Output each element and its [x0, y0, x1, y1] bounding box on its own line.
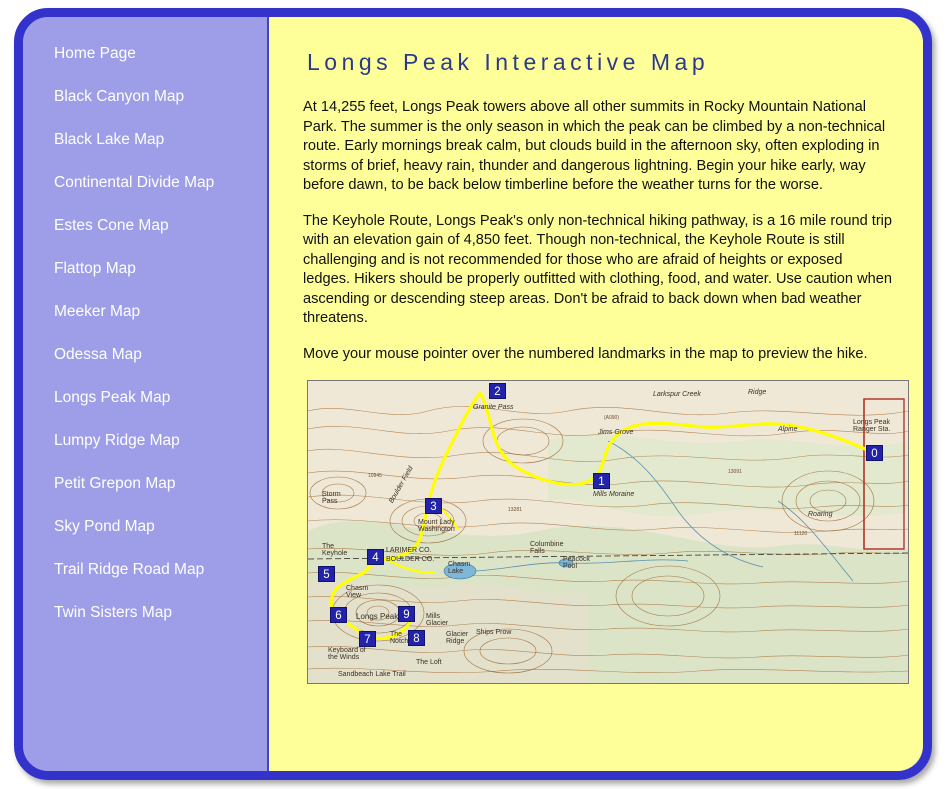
svg-text:(A090): (A090)	[604, 415, 620, 421]
sidebar-item-twin-sisters-map[interactable]: Twin Sisters Map	[54, 604, 173, 621]
main-content	[267, 17, 923, 771]
map-label-boulder-field: Boulder Field	[388, 465, 415, 505]
map-label-keyboard-of-the-winds: Keyboard of the Winds	[328, 647, 366, 661]
map-label-mills-glacier: Mills Glacier	[426, 613, 449, 627]
map-landmark-2[interactable]: 2	[489, 383, 506, 399]
map-label-longs-peak-ranger-station: Longs Peak Ranger Sta.	[853, 419, 891, 433]
map-label-granite-pass: Granite Pass	[473, 404, 514, 411]
sidebar-item-black-canyon-map[interactable]: Black Canyon Map	[54, 88, 185, 105]
sidebar-item-home-page[interactable]: Home Page	[54, 45, 136, 62]
sidebar-item-black-lake-map[interactable]: Black Lake Map	[54, 131, 165, 148]
sidebar-item-flattop-map[interactable]: Flattop Map	[54, 260, 136, 277]
map-label-jims-grove: Jims Grove	[598, 429, 634, 436]
map-label-peacock-pool: Peacock Pool	[563, 556, 590, 570]
map-label-the-loft: The Loft	[416, 659, 442, 666]
interactive-map[interactable]	[307, 380, 909, 684]
map-label-longs-peak: Longs Peak	[356, 612, 399, 621]
sidebar-item-petit-grepon-map[interactable]: Petit Grepon Map	[54, 475, 176, 492]
map-landmark-5[interactable]: 5	[318, 566, 335, 582]
sidebar-item-sky-pond-map[interactable]: Sky Pond Map	[54, 518, 155, 535]
intro-paragraph-1: At 14,255 feet, Longs Peak towers above all other summits in Rocky Mountain National Park. The summer is the only season in which the peak can be climbed by a non-technical route. Early mornings break calm, but clouds build in the afternoon sky, often exploding in storms of brief, heavy rain, thunder and dangerous lightning. Begin your hike early, way before dawn, to be back below timberline before the weather turns for the worse.	[303, 99, 886, 193]
sidebar-item-estes-cone-map[interactable]: Estes Cone Map	[54, 217, 169, 234]
page-title: Longs Peak Interactive Map	[307, 49, 710, 75]
sidebar-item-continental-divide-map[interactable]: Continental Divide Map	[54, 174, 215, 191]
map-label-columbine-falls: Columbine Falls	[530, 541, 564, 555]
map-landmark-4[interactable]: 4	[367, 549, 384, 565]
map-landmark-6[interactable]: 6	[330, 607, 347, 623]
svg-text:11120: 11120	[794, 531, 808, 537]
sidebar-item-trail-ridge-road-map[interactable]: Trail Ridge Road Map	[54, 561, 205, 578]
svg-text:13091: 13091	[728, 469, 742, 475]
map-label-roaring: Roaring	[808, 511, 833, 518]
sidebar-item-longs-peak-map[interactable]: Longs Peak Map	[54, 389, 171, 406]
svg-text:10945: 10945	[368, 473, 382, 479]
map-landmark-3[interactable]: 3	[425, 498, 442, 514]
sidebar-item-lumpy-ridge-map[interactable]: Lumpy Ridge Map	[54, 432, 180, 449]
map-landmark-8[interactable]: 8	[408, 630, 425, 646]
map-label-sandbeach-lake-trail: Sandbeach Lake Trail	[338, 671, 406, 678]
map-landmark-7[interactable]: 7	[359, 631, 376, 647]
map-label-the-keyhole: The Keyhole	[322, 543, 348, 557]
map-label-ridge: Ridge	[748, 389, 767, 396]
map-landmark-9[interactable]: 9	[398, 606, 415, 622]
map-label-chasm-lake: Chasm Lake	[448, 561, 471, 575]
map-landmark-0[interactable]: 0	[866, 445, 883, 461]
map-label-mount-lady-washington: Mount Lady Washington	[418, 519, 455, 533]
map-label-larimer-county: LARIMER CO.	[386, 547, 432, 554]
map-label-mills-moraine: Mills Moraine	[593, 491, 635, 498]
map-label-chasm-view: Chasm View	[346, 585, 369, 599]
page-body	[23, 17, 923, 771]
svg-text:13281: 13281	[508, 507, 522, 513]
map-label-ships-prow: Ships Prow	[476, 629, 512, 636]
map-label-storm-pass: Storm Pass	[322, 491, 341, 505]
map-label-larkspur-creek: Larkspur Creek	[653, 391, 701, 398]
sidebar-navigation	[23, 17, 267, 771]
map-label-boulder-county: BOULDER CO.	[386, 556, 435, 563]
map-label-alpine: Alpine	[778, 426, 798, 433]
sidebar-item-odessa-map[interactable]: Odessa Map	[54, 346, 142, 363]
map-label-glacier-ridge: Glacier Ridge	[446, 631, 469, 645]
map-label-the-notch: The Notch	[390, 631, 409, 645]
window-frame	[14, 8, 932, 780]
topographic-map-image	[308, 381, 908, 683]
intro-paragraph-3: Move your mouse pointer over the numbered landmarks in the map to preview the hike.	[303, 345, 868, 362]
sidebar-item-meeker-map[interactable]: Meeker Map	[54, 303, 141, 320]
map-landmark-1[interactable]: 1	[593, 473, 610, 489]
intro-paragraph-2: The Keyhole Route, Longs Peak's only non-technical hiking pathway, is a 16 mile round trip with an elevation gain of 4,850 feet. Though non-technical, the Keyhole Route is still challenging and is not recommended for those who are afraid of heights or exposed ledges. Hikers should be properly outfitted with clothing, food, and water. Use caution when ascending or descending steep areas. Don't be afraid to back down when bad weather threatens.	[303, 212, 893, 326]
